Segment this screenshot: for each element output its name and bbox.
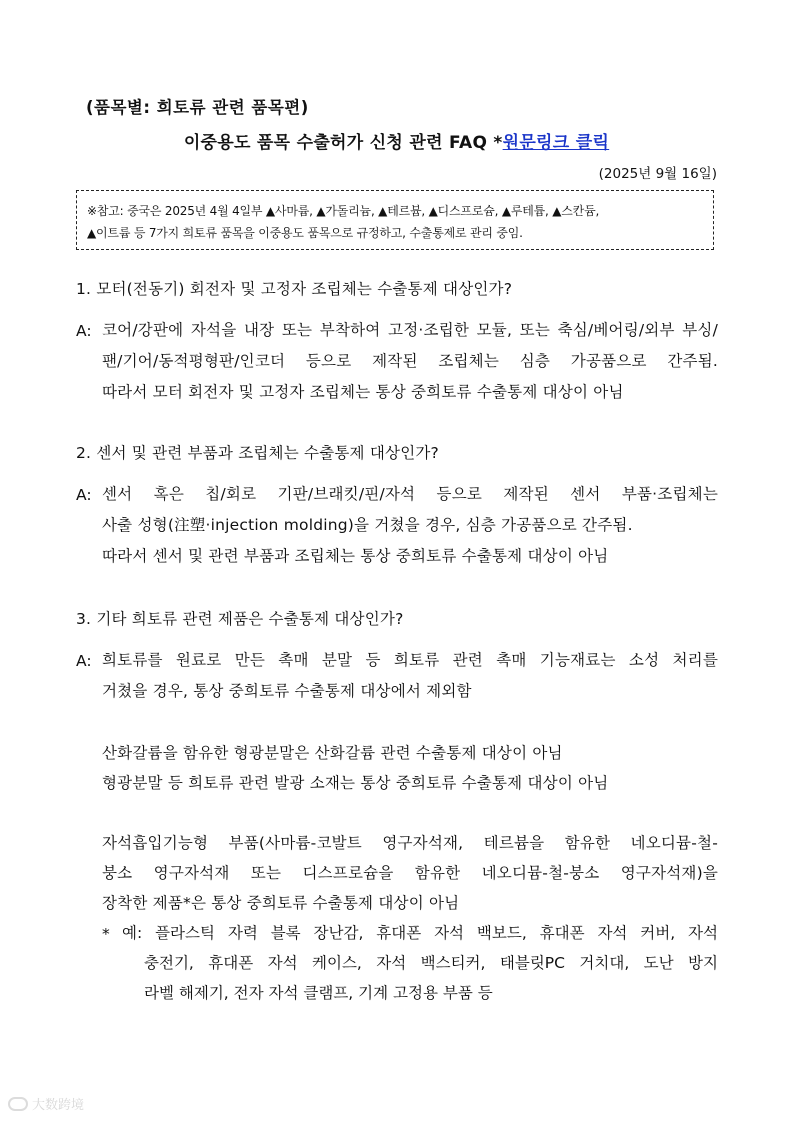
- example-line: 충전기, 휴대폰 자석 케이스, 자석 백스티커, 태블릿PC 거치대, 도난 방지: [144, 954, 718, 972]
- answer-line: 자석흡입기능형 부품(사마륨-코발트 영구자석재, 테르븀을 함유한 네오디뮴-철-: [102, 834, 718, 852]
- question-1: 1. 모터(전동기) 회전자 및 고정자 조립체는 수출통제 대상인가?: [76, 280, 513, 298]
- category-title: (품목별: 희토류 관련 품목편): [86, 98, 309, 117]
- answer-line: 산화갈륨을 함유한 형광분말은 산화갈륨 관련 수출통제 대상이 아님: [102, 744, 563, 762]
- note-line: ▲이트륨 등 7가지 희토류 품목을 이중용도 품목으로 규정하고, 수출통제로 관리 중임.: [87, 226, 523, 240]
- title-text: 이중용도 품목 수출허가 신청 관련 FAQ *: [183, 133, 503, 153]
- page-title: [0, 128, 793, 153]
- answer-line: 장착한 제품*은 통상 중희토류 수출통제 대상이 아님: [102, 894, 460, 912]
- example-line: 예: 플라스틱 자력 블록 장난감, 휴대폰 자석 백보드, 휴대폰 자석 커버, 자석: [122, 924, 718, 942]
- question-2: 2. 센서 및 관련 부품과 조립체는 수출통제 대상인가?: [76, 444, 439, 462]
- answer-line: 센서 혹은 칩/회로 기판/브래킷/핀/자석 등으로 제작된 센서 부품·조립체는: [102, 485, 718, 503]
- answer-line: 형광분말 등 희토류 관련 발광 소재는 통상 중희토류 수출통제 대상이 아님: [102, 774, 609, 792]
- answer-line: 따라서 모터 회전자 및 고정자 조립체는 통상 중희토류 수출통제 대상이 아님: [102, 383, 624, 401]
- watermark-text: 大数跨境: [32, 1098, 85, 1113]
- answer-line: 팬/기어/동적평형판/인코더 등으로 제작된 조립체는 심층 가공품으로 간주됨.: [102, 352, 718, 370]
- answer-label: A:: [76, 652, 92, 670]
- answer-line: 희토류를 원료로 만든 촉매 분말 등 희토류 관련 촉매 기능재료는 소성 처리를: [102, 651, 718, 669]
- answer-line: 코어/강판에 자석을 내장 또는 부착하여 고정·조립한 모듈, 또는 축심/베어링/외부 부싱/: [102, 321, 718, 339]
- answer-3-paragraph-3: [102, 828, 718, 918]
- note-line: ※참고: 중국은 2025년 4월 4일부 ▲사마륨, ▲가돌리늄, ▲테르븀, ▲디스프로슘, ▲루테튬, ▲스칸듐,: [87, 204, 600, 218]
- reference-note-box: [76, 190, 714, 250]
- answer-line: 거쳤을 경우, 통상 중희토류 수출통제 대상에서 제외함: [102, 682, 472, 700]
- answer-line: 사출 성형(注塑·injection molding)을 거쳤을 경우, 심층 가공품으로 간주됨.: [102, 516, 633, 534]
- answer-3-paragraph-2: [102, 738, 718, 798]
- answer-3: [102, 645, 718, 707]
- answer-line: 붕소 영구자석재 또는 디스프로슘을 함유한 네오디뮴-철-붕소 영구자석재)을: [102, 864, 718, 882]
- watermark: [8, 1094, 84, 1113]
- question-3: 3. 기타 희토류 관련 제품은 수출통제 대상인가?: [76, 610, 404, 628]
- answer-1: [102, 315, 718, 408]
- watermark-logo-icon: [8, 1097, 28, 1111]
- answer-label: A:: [76, 322, 92, 340]
- example-line: 라벨 해제기, 전자 자석 클램프, 기계 고정용 부품 등: [144, 984, 493, 1002]
- answer-line: 따라서 센서 및 관련 부품과 조립체는 통상 중희토류 수출통제 대상이 아님: [102, 547, 609, 565]
- example-asterisk: *: [102, 925, 110, 943]
- original-link[interactable]: 원문링크 클릭: [502, 133, 610, 153]
- answer-2: [102, 479, 718, 572]
- answer-label: A:: [76, 486, 92, 504]
- publish-date: (2025년 9월 16일): [598, 166, 717, 182]
- example-list: [122, 918, 718, 1008]
